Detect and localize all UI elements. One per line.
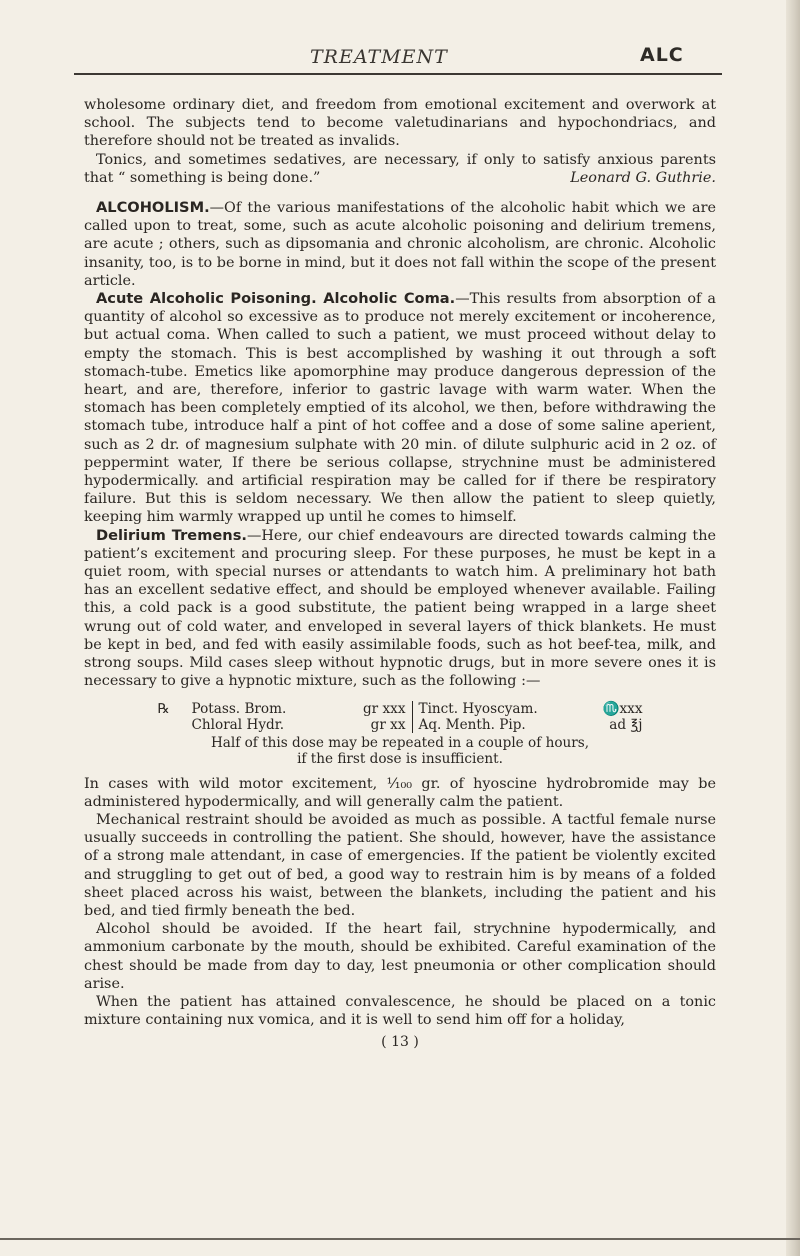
delirium-tremens-heading: Delirium Tremens. bbox=[96, 526, 247, 544]
section-gap bbox=[84, 187, 716, 199]
drug-name: Aq. Menth. Pip. bbox=[418, 716, 526, 733]
drug-name: Chloral Hydr. bbox=[191, 716, 285, 733]
prescription-table bbox=[152, 701, 649, 733]
drug-name: Tinct. Hyoscyam. bbox=[418, 700, 538, 717]
drug-name: Potass. Brom. bbox=[191, 700, 287, 717]
delirium-tremens-text: —Here, our chief endeavours are directed towards calming the patient’s excitement and procuring sleep. For these purposes, he must be kept in a quiet room, with special nurses or attendants to watch him. A preliminary hot bath has an excellent sedative effect, and should be employed whenever available. Failing this, a cold pack is a good substitute, the patient being wrapped in a large sheet wrung out of cold water, and enveloped in several layers of thick blankets. He must be kept in bed, and fed with easily assimilable foods, such as hot beef-tea, milk, and strong soups. Mild cases sleep without hypnotic drugs, but in more severe ones it is necessary to give a hypnotic mixture, such as the following :— bbox=[84, 527, 716, 690]
page-number: ( 13 ) bbox=[381, 1034, 419, 1051]
running-section-code: ALC bbox=[640, 44, 684, 66]
convalescence-paragraph: When the patient has attained convalescence, he should be placed on a tonic mixture containing nux vomica, and it is well to send him off for a holiday, bbox=[84, 993, 716, 1029]
prescription-row bbox=[152, 701, 649, 717]
prescription-note: Half of this dose may be repeated in a couple of hours, if the first dose is insufficient. bbox=[210, 734, 590, 767]
page-edge-shadow bbox=[786, 0, 800, 1256]
recipe-symbol: ℞ bbox=[157, 700, 170, 717]
acute-poisoning-text: —This results from absorption of a quantity of alcohol so excessive as to produce not merely excitement or incoherence, but actual coma. When called to such a patient, we must proceed without delay to empty the stomach. This is best accomplished by washing it out through a soft stomach-tube. Emetics like apomorphine may produce dangerous depression of the heart, and are, therefore, inferior to gastric lavage with warm water. When the stomach has been completely emptied of its alcohol, we then, before withdrawing the stomach tube, introduce half a pint of hot coffee and a dose of some saline aperient, such as 2 dr. of magnesium sulphate with 20 min. of dilute sulphuric acid in 2 oz. of peppermint water, If there be serious collapse, strychnine must be administered hypodermically. and artificial respiration may be called for if there be respiratory failure. But this is seldom necessary. We then allow the patient to sleep quietly, keeping him warmly wrapped up until he comes to himself. bbox=[84, 291, 716, 526]
alcoholism-heading: ALCOHOLISM. bbox=[96, 199, 210, 217]
alcohol-avoid-paragraph: Alcohol should be avoided. If the heart fail, strychnine hypodermically, and ammonium carbonate by the mouth, should be exhibited. Careful examination of the chest should be made from day to day, lest pneumonia or other complication should arise. bbox=[84, 921, 716, 992]
restraint-paragraph: Mechanical restraint should be avoided as much as possible. A tactful female nurse usually succeeds in controlling the patient. She should, however, have the assistance of a strong male attendant, in case of emergencies. If the patient be violently excited and struggling to get out of bed, a good way to restrain him is by means of a folded sheet placed across his waist, between the blankets, including the patient and his bed, and tied firmly beneath the bed. bbox=[84, 811, 716, 919]
drug-dose: gr xxx bbox=[338, 701, 413, 717]
author-signature: Leonard G. Guthrie. bbox=[570, 169, 716, 186]
hyoscine-paragraph: In cases with wild motor excitement, ¹⁄₁₀₀ gr. of hyoscine hydrobromide may be administered hypodermically, and will generally calm the patient. bbox=[84, 775, 716, 810]
intro-paragraph-2-text: Tonics, and sometimes sedatives, are necessary, if only to satisfy anxious parents that “ something is being done.” bbox=[84, 151, 716, 186]
intro-paragraph-2 bbox=[84, 151, 716, 187]
running-title: TREATMENT bbox=[310, 46, 448, 68]
acute-poisoning-heading: Acute Alcoholic Poisoning. Alcoholic Coma. bbox=[96, 290, 456, 308]
header-rule bbox=[74, 73, 722, 75]
page-body bbox=[84, 96, 716, 1052]
acute-poisoning-paragraph bbox=[84, 290, 716, 527]
intro-paragraph-1: wholesome ordinary diet, and freedom from emotional excitement and overwork at school. The subjects tend to become valetudinarians and hypochondriacs, and therefore should not be treated as invalids. bbox=[84, 97, 716, 150]
bottom-edge-rule bbox=[0, 1238, 800, 1240]
drug-dose: ♏xxx bbox=[602, 700, 643, 717]
drug-dose: ad ℥j bbox=[609, 716, 643, 733]
prescription-block bbox=[84, 701, 716, 767]
prescription-row bbox=[152, 717, 649, 733]
drug-dose: gr xx bbox=[338, 717, 413, 733]
delirium-tremens-paragraph bbox=[84, 527, 716, 691]
alcoholism-paragraph bbox=[84, 199, 716, 290]
alcoholism-text: —Of the various manifestations of the alcoholic habit which we are called upon to treat, some, such as acute alcoholic poisoning and delirium tremens, are acute ; others, such as dipsomania and chronic alcoholism, are chronic. Alcoholic insanity, too, is to be borne in mind, but it does not fall within the scope of the present article. bbox=[84, 200, 716, 289]
